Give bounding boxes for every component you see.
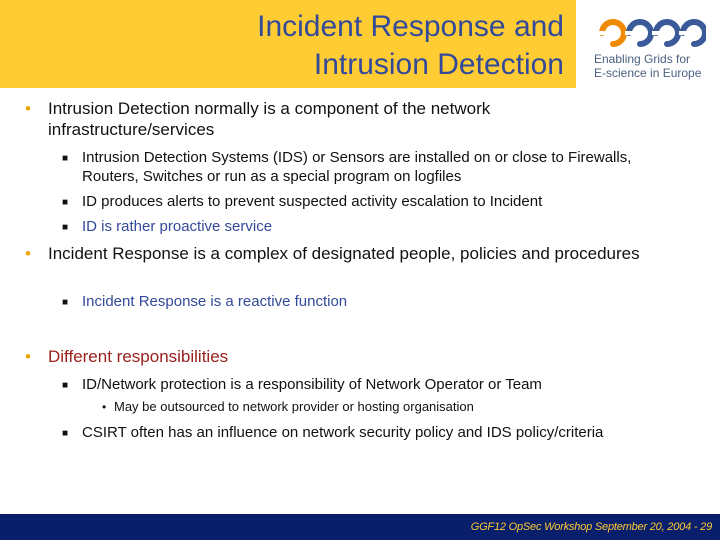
- bullet-3-text: Different responsibilities: [48, 347, 229, 366]
- title-line-1: Incident Response and: [257, 10, 564, 43]
- sub-bullet: [62, 375, 692, 394]
- square-bullet-icon: ■: [62, 197, 69, 208]
- sub-bullet: [62, 423, 642, 442]
- square-bullet-icon: ■: [62, 380, 69, 391]
- logo-tagline-line-1: Enabling Grids for: [594, 52, 691, 66]
- square-bullet-icon: ■: [62, 153, 69, 164]
- footer-bar: [0, 514, 720, 540]
- footer-text: GGF12 OpSec Workshop September 20, 2004 - 29: [470, 521, 712, 533]
- bullet-3: [25, 346, 648, 367]
- sub-bullet-text: Incident Response is a reactive function: [82, 293, 348, 310]
- logo-tagline-line-2: E-science in Europe: [594, 66, 702, 80]
- sub-bullet-text: ID is rather proactive service: [82, 218, 273, 235]
- square-bullet-icon: ■: [62, 297, 69, 308]
- dot-bullet-icon: •: [102, 400, 107, 414]
- sub-bullet-text: ID/Network protection is a responsibility of Network Operator or Team: [82, 376, 542, 393]
- sub-bullet-text: Intrusion Detection Systems (IDS) or Sensors are installed on or close to Firewalls, Routers, Switches or run as a special program on logfiles: [82, 149, 632, 185]
- sub-bullet: [62, 217, 682, 236]
- square-bullet-icon: ■: [62, 428, 69, 439]
- sub-sub-bullet: [102, 399, 674, 415]
- bullet-dot-icon: •: [25, 347, 31, 366]
- bullet-2: [25, 243, 668, 264]
- square-bullet-icon: ■: [62, 222, 69, 233]
- title-line-2: Intrusion Detection: [313, 48, 564, 81]
- sub-sub-bullet-text: May be outsourced to network provider or hosting organisation: [114, 399, 474, 414]
- sub-bullet: [62, 292, 682, 311]
- bullet-1: [25, 98, 588, 140]
- sub-bullet-text: CSIRT often has an influence on network security policy and IDS policy/criteria: [82, 424, 604, 441]
- bullet-dot-icon: •: [25, 99, 31, 118]
- bullet-dot-icon: •: [25, 244, 31, 263]
- bullet-2-text: Incident Response is a complex of designated people, policies and procedures: [48, 244, 640, 263]
- sub-bullet: [62, 192, 682, 211]
- bullet-1-text: Intrusion Detection normally is a component of the network infrastructure/services: [48, 99, 491, 139]
- sub-bullet-text: ID produces alerts to prevent suspected activity escalation to Incident: [82, 193, 543, 210]
- sub-bullet: [62, 148, 682, 186]
